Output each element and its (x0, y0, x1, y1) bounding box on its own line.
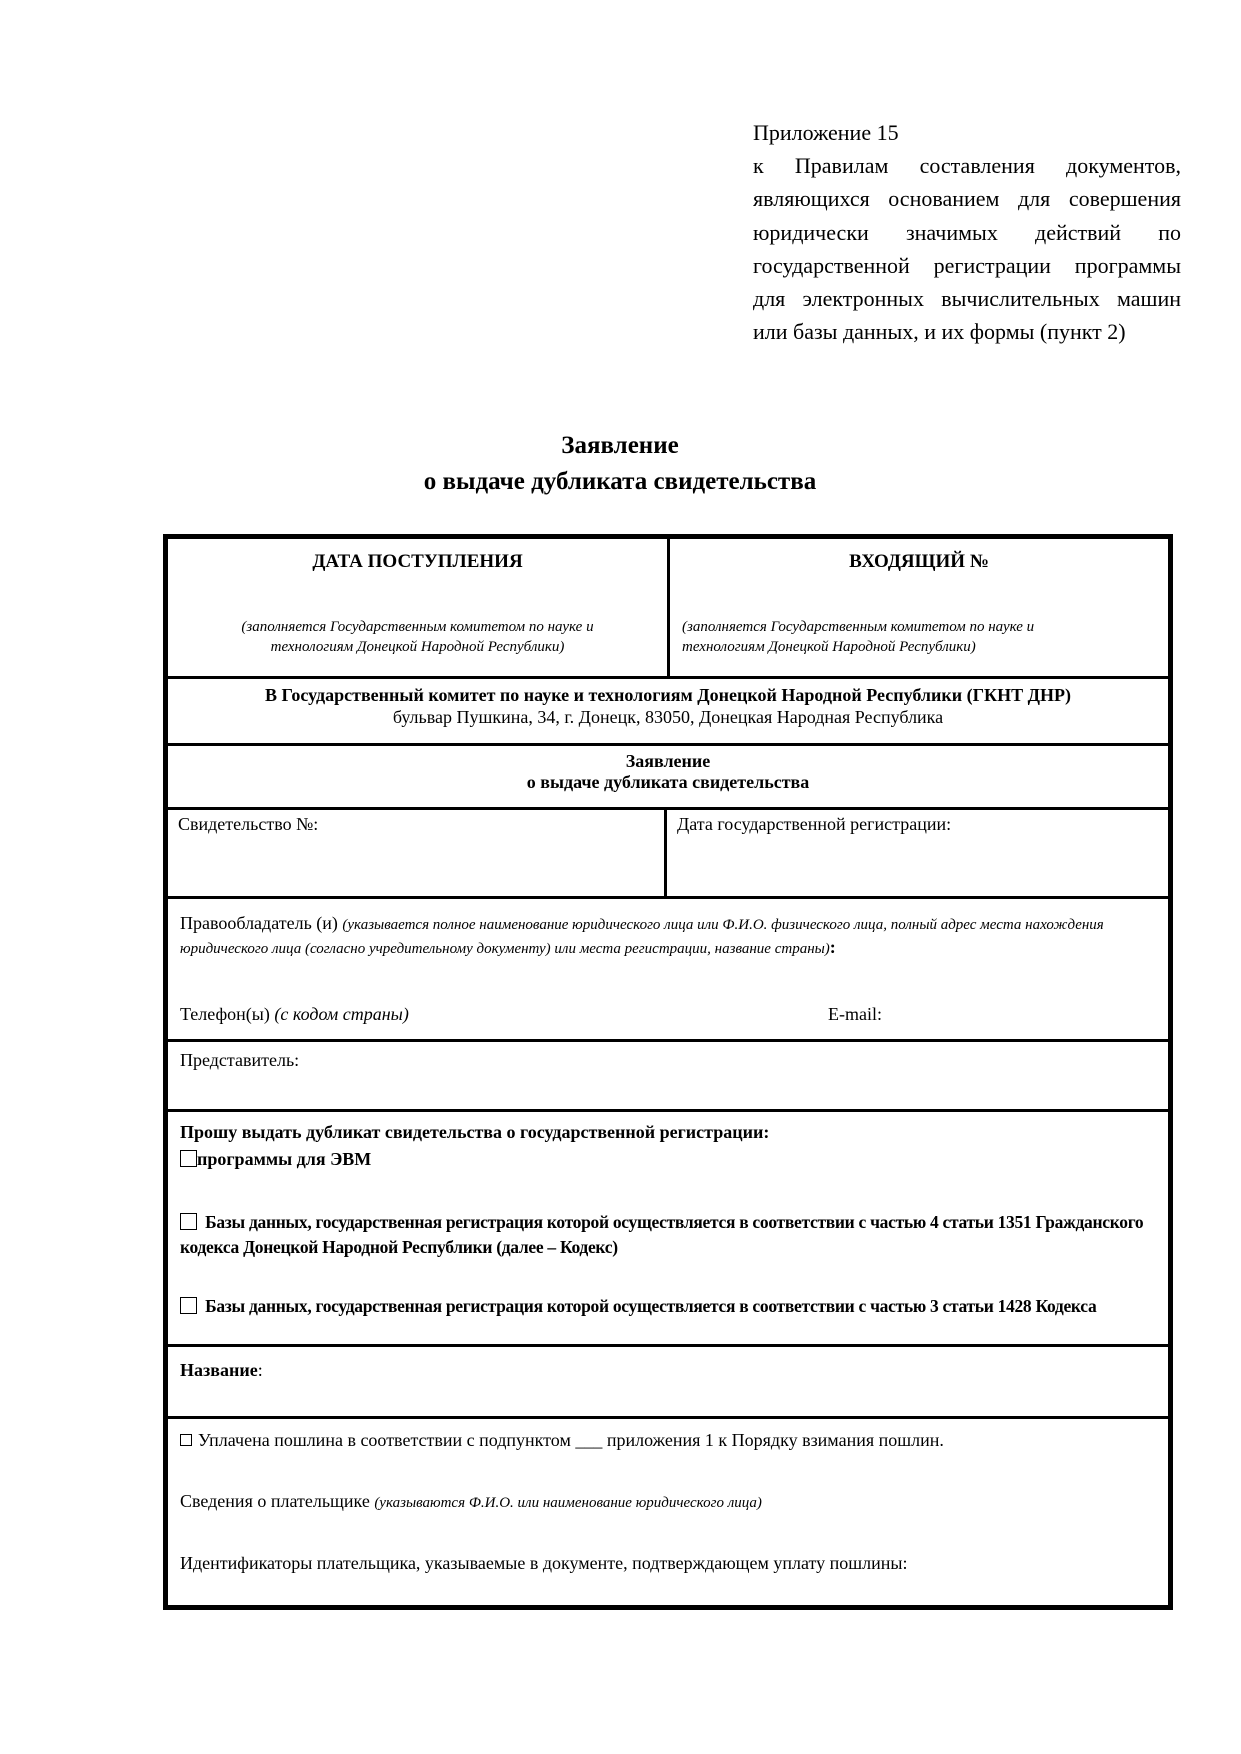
email-label: E-mail: (828, 1004, 882, 1024)
addressee-row (168, 679, 1168, 746)
request-row (168, 1112, 1168, 1347)
document-title-line1: Заявление (561, 432, 679, 459)
addressee-name: В Государственный комитет по науке и технологиям Донецкой Народной Республики (ГКНТ ДНР) (265, 685, 1071, 705)
receipt-row (168, 539, 1168, 679)
option-software-checkbox[interactable] (180, 1150, 197, 1167)
representative-row[interactable] (168, 1042, 1168, 1112)
document-title (0, 428, 1241, 500)
appendix-title: Приложение 15 (753, 120, 899, 145)
inner-title-line2: о выдаче дубликата свидетельства (526, 772, 810, 792)
rightholder-row[interactable] (168, 899, 1168, 1042)
option-database-1351[interactable] (180, 1210, 1156, 1260)
appendix-header (753, 116, 1181, 348)
request-heading: Прошу выдать дубликат свидетельства о государственной регистрации: (180, 1122, 770, 1142)
inner-title-row (168, 746, 1168, 810)
option-software[interactable] (180, 1149, 1156, 1170)
option-database-1428-label: Базы данных, государственная регистрация которой осуществляется в соответствии с частью 3 статьи 1428 Кодекса (205, 1296, 1097, 1316)
phone-label: Телефон(ы) (180, 1004, 270, 1024)
application-form (163, 534, 1173, 1610)
registration-date-label: Дата государственной регистрации: (677, 814, 952, 834)
option-software-label: программы для ЭВМ (197, 1149, 372, 1169)
document-title-line2: о выдаче дубликата свидетельства (423, 468, 817, 495)
certificate-number-cell[interactable] (168, 810, 664, 896)
fee-paid-checkbox[interactable] (180, 1434, 192, 1446)
appendix-body: к Правилам составления документов, являющихся основанием для совершения юридически значимых действий по государственной регистрации программы для электронных вычислительных машин или базы данных, и их формы (пункт 2) (753, 153, 1181, 345)
inner-title-line1: Заявление (625, 751, 711, 771)
incoming-number-label: ВХОДЯЩИЙ № (849, 551, 989, 572)
incoming-number-cell[interactable] (670, 539, 1168, 676)
certificate-number-label: Свидетельство №: (178, 814, 319, 834)
addressee-address: бульвар Пушкина, 34, г. Донецк, 83050, Донецкая Народная Республика (392, 707, 944, 727)
certificate-row (168, 810, 1168, 899)
rightholder-colon: : (829, 937, 836, 957)
name-label: Название (180, 1360, 258, 1380)
option-database-1351-label: Базы данных, государственная регистрация которой осуществляется в соответствии с частью 4 статьи 1351 Гражданского кодекса Донецкой Народной Республики (далее – Кодекс) (180, 1212, 1144, 1257)
payer-identifiers-label: Идентификаторы плательщика, указываемые в документе, подтверждающем уплату пошлины: (180, 1553, 908, 1573)
representative-label: Представитель: (180, 1050, 300, 1070)
payment-row (168, 1419, 1168, 1605)
fee-paid-label: Уплачена пошлина в соответствии с подпунктом ___ приложения 1 к Порядку взимания пошлин. (198, 1430, 944, 1450)
receipt-date-cell[interactable] (168, 539, 667, 676)
rightholder-label: Правообладатель (и) (180, 913, 338, 933)
fee-paid-option[interactable] (180, 1430, 1156, 1451)
option-database-1428[interactable] (180, 1294, 1156, 1319)
rightholder-note: (указывается полное наименование юридического лица или Ф.И.О. физического лица, полный адрес места нахождения юридического лица (согласно учредительному документу) или места регистрации, название страны) (180, 917, 1104, 957)
payer-note: (указываются Ф.И.О. или наименование юридического лица) (374, 1495, 762, 1511)
incoming-number-note: (заполняется Государственным комитетом по науке и технологиям Донецкой Народной Республики) (682, 619, 1035, 655)
option-database-1428-checkbox[interactable] (180, 1297, 197, 1314)
receipt-date-label: ДАТА ПОСТУПЛЕНИЯ (312, 551, 523, 572)
registration-date-cell[interactable] (667, 810, 1168, 896)
option-database-1351-checkbox[interactable] (180, 1213, 197, 1230)
payer-label: Сведения о плательщике (180, 1491, 370, 1511)
receipt-date-note: (заполняется Государственным комитетом по науке и технологиям Донецкой Народной Республики) (241, 619, 594, 655)
name-colon: : (257, 1360, 263, 1380)
phone-note: (с кодом страны) (274, 1004, 409, 1024)
name-row[interactable] (168, 1347, 1168, 1419)
